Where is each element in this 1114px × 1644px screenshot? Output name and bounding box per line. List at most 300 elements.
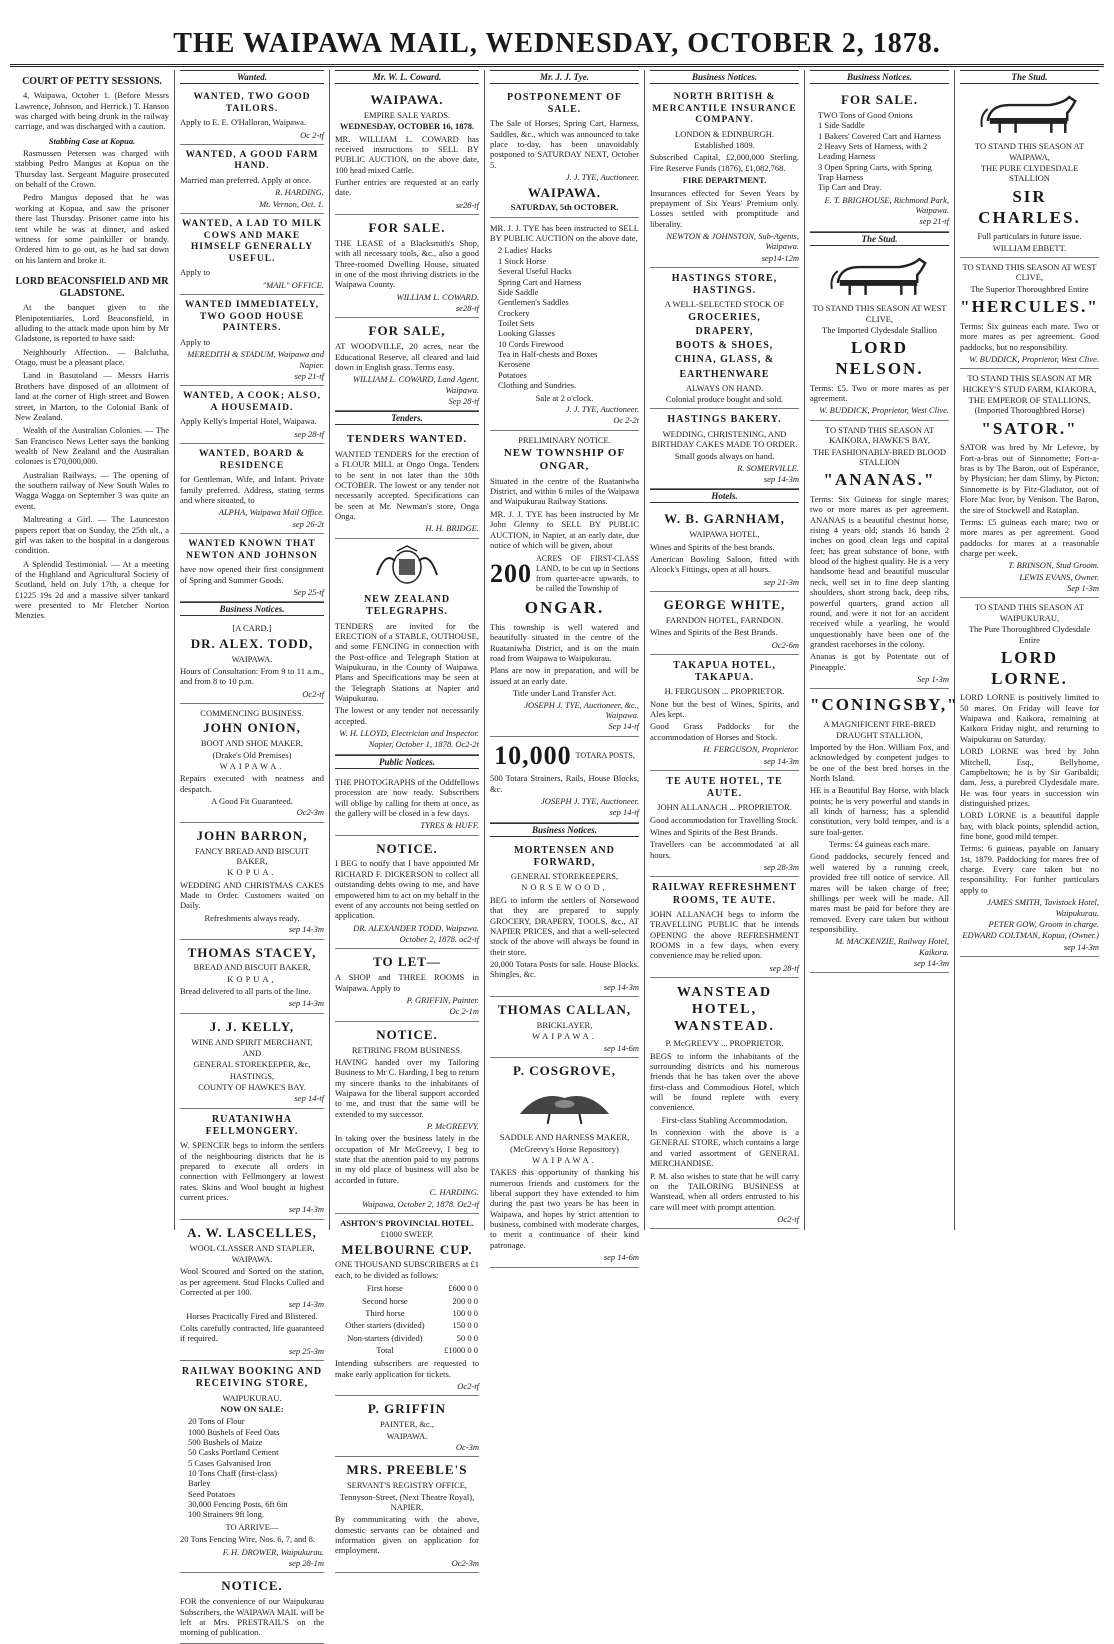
ruataniwha-text: W. SPENCER begs to inform the settlers of the neighbouring districts that he is prepared to execute all orders in connection with Fellmongery at lowest rates. Skins and Wool bought at highest current prices. xyxy=(180,1140,324,1202)
lascelles-horses: Horses Practically Fired and Blistered. xyxy=(186,1310,318,1321)
teaute-title: TE AUTE HOTEL, TE AUTE. xyxy=(666,775,783,800)
list-item: Kerosene xyxy=(498,359,531,370)
railway-store-ad xyxy=(180,1361,324,1573)
wanstead-text4: P. M. also wishes to state that he will carry on the TAILORING BUSINESS at Wanstead, when all orders entrusted to his care will meet with prompt attention. xyxy=(650,1170,799,1212)
ananas-text2: Ananas is got by Potentate out of Pineapple. xyxy=(810,651,949,672)
cosgrove-trade: SADDLE AND HARNESS MAKER, xyxy=(499,1132,630,1143)
tolet-text: A SHOP and THREE ROOMS in Waipawa. Apply to xyxy=(335,972,479,993)
postponement-place: WAIPAWA. xyxy=(527,184,602,200)
tye-items xyxy=(498,245,639,390)
todd-name: DR. ALEX. TODD, xyxy=(190,635,314,651)
totara-headline xyxy=(490,740,639,772)
railway-sig: F. H. DROWER, Waipukurau. xyxy=(222,1546,324,1557)
masthead xyxy=(10,14,1104,67)
ad-ref: sep 26-2t xyxy=(292,518,324,529)
lascelles-trade: WOOL CLASSER AND STAPLER, xyxy=(189,1242,315,1253)
stacey-place: KOPUA, xyxy=(227,973,277,984)
barron-text: WEDDING AND CHRISTMAS CAKES Made to Order. Customers waited on Daily. xyxy=(180,879,324,911)
sircharles-ttl: TO STAND THIS SEASON AT WAIPAWA, xyxy=(974,141,1085,162)
list-item: 1000 Bushels of Feed Oats xyxy=(188,1426,280,1437)
onion-name: JOHN ONION, xyxy=(203,720,301,736)
list-item: 100 Strainers 9ft long. xyxy=(188,1509,265,1520)
kelly-trade2: GENERAL STOREKEEPER, &c, xyxy=(193,1059,311,1070)
list-item: Tip Cart and Dray. xyxy=(818,182,882,193)
ad-ref: Oc 2-1m xyxy=(449,1006,479,1017)
stacey-name: THOMAS STACEY, xyxy=(187,944,317,960)
railway-items xyxy=(188,1416,324,1520)
wanstead-text2: First-class Stabling Accommodation. xyxy=(661,1114,788,1125)
retiring-ad xyxy=(335,1022,479,1214)
lorne-text: LORD LORNE is positively limited to 50 mares. On Friday will leave for Waipawa and Kaikora, remaining at Kaikora Friday night, and returning to Waipukurau on Saturday. xyxy=(960,692,1099,744)
column-wanted xyxy=(175,70,330,1638)
wanted-ad xyxy=(180,214,324,295)
mortensen-place: NORSEWOOD, xyxy=(521,882,608,893)
griffin-trade: PAINTER, &c., xyxy=(380,1419,434,1430)
postponement-text: The Sale of Horses, Spring Cart, Harness, Saddles, &c., which was announced to take place to-day, has been unavoidably postponed to SATURDAY NEXT, October 5. xyxy=(490,118,639,170)
hercules-text: Terms: Six guineas each mare. Two or more mares as per agreement. Good paddocks, but no responsibility. xyxy=(960,320,1099,352)
totara-sig: JOSEPH J. TYE, Auctioneer. xyxy=(540,796,639,807)
ad-ref: Oc 2-2t xyxy=(613,415,639,426)
stacey-ad xyxy=(180,940,324,1014)
onion-text: Repairs executed with neatness and despatch. xyxy=(180,773,324,794)
wanted-text: for Gentleman, Wife, and Infant. Private family preferred. Address, stating terms and where situated, to xyxy=(180,474,324,506)
totara-side: TOTARA POSTS, xyxy=(575,750,635,760)
onion-trade: BOOT AND SHOE MAKER, xyxy=(200,738,304,749)
wanted-text: Apply to E. E. O'Halloran, Waipawa. xyxy=(180,117,307,128)
ongar-name: ONGAR. xyxy=(524,598,605,618)
barron-ad xyxy=(180,823,324,940)
telegraphs-text: TENDERS are invited for the ERECTION of a STABLE, OUTHOUSE, and some FENCING in connection with the Post-office and Telegraph Station at Waipukurau, in the County of Waipawa. Plans and Specifications may be seen at the Telegraph Stations at Napier and Waipukurau. xyxy=(335,620,479,704)
lorne-text2: LORD LORNE was bred by John Mitchell, Esq., Bellyhome, Campbeltown; he is by Sir Garibaldi; dam, Jess, a purebred Clydesdale mare. He was four years in succession win distinguished prizes. xyxy=(960,746,1099,808)
wanted-list xyxy=(180,87,324,602)
table-cell: £600 0 0 xyxy=(448,1283,478,1294)
table-cell: 100 0 0 xyxy=(452,1307,478,1318)
preeble-ad xyxy=(335,1457,479,1573)
lorne-sig: JAMES SMITH, Tavistock Hotel, Waipukurau. xyxy=(987,897,1099,918)
lascelles-text: Wool Scoured and Sorted on the station, as per agreement. Stud Flocks Culled and Corrected at per 100. xyxy=(180,1266,324,1297)
coningsby-name: "CONINGSBY," xyxy=(810,695,959,715)
callan-trade: BRICKLAYER, xyxy=(536,1019,593,1030)
hastings-title: HASTINGS STORE, HASTINGS. xyxy=(671,273,778,297)
north-british-title: NORTH BRITISH & MERCANTILE INSURANCE COMPANY. xyxy=(652,92,797,126)
tolet-title: TO LET— xyxy=(373,954,441,970)
cosgrove-sub: (McGreevy's Horse Repository) xyxy=(510,1143,619,1154)
sir-charles-ad xyxy=(960,87,1099,258)
lorne-sub: The Pure Thoroughbred Clydesdale Entire xyxy=(968,624,1091,645)
ongar-text3: This township is well watered and beautifully situated in the centre of the Ruataniwha District, and is on the main road from Waipawa to Waipukurau. xyxy=(490,622,639,664)
teaute-ad xyxy=(650,771,799,878)
coningsby-terms: Terms: £4 guineas each mare. xyxy=(828,839,931,850)
table-cell: First horse xyxy=(366,1283,403,1294)
list-item: Toilet Sets xyxy=(498,317,535,328)
ad-ref: sep 14-3m xyxy=(288,998,324,1009)
retiring-title: NOTICE. xyxy=(376,1026,438,1042)
bakery-title: HASTINGS BAKERY. xyxy=(667,414,782,426)
ad-ref: sep 21-3m xyxy=(763,576,799,587)
ad-ref: sep 14-3m xyxy=(763,755,799,766)
hastings-bakery-ad xyxy=(650,409,799,489)
todd-text: Hours of Consultation: From 9 to 11 a.m., and from 8 to 10 p.m. xyxy=(180,665,324,687)
list-item: Crockery xyxy=(498,307,530,318)
sale-text: AT WOODVILLE, 20 acres, near the Educational Reserve, all cleared and laid down in English grass. Terms easy. xyxy=(335,341,479,373)
stacey-trade: BREAD AND BISCUIT BAKER, xyxy=(193,962,311,973)
railway-title: RAILWAY BOOKING AND RECEIVING STORE, xyxy=(181,1366,323,1390)
sweep-text: ONE THOUSAND SUBSCRIBERS at £1 each, to be divided as follows: xyxy=(335,1259,479,1280)
hercules-sub: The Superior Thoroughbred Entire xyxy=(970,283,1089,294)
wanted-sig: "MAIL" OFFICE. xyxy=(262,279,324,290)
lorne-terms: Terms: 6 guineas, payable on January 1st, 1879. Paddocking for mares free of charge. Every care taken but no responsibility. For further particulars apply to xyxy=(960,843,1099,895)
ongar-numtxt: ACRES OF FIRST-CLASS LAND, to be cut up in Sections from quarter-acre upwards, to be called the Township of xyxy=(536,554,639,593)
garnham-ad xyxy=(650,506,799,592)
onion-place: WAIPAWA. xyxy=(219,760,285,771)
griffin-ad xyxy=(335,1396,479,1457)
lord-para: A Splendid Testimonial. — At a meeting of the Highland and Agricultural Society of Scotland, held on July 17th, a cheque for £1225 19s 2d and a massive silver tankard were presented to Mr Fletcher Norton Menzies. xyxy=(15,558,169,621)
ad-ref: sep 14-3m xyxy=(763,474,799,485)
ongar-text2: MR. J. J. TYE has been instructed by Mr John Glenny to SELL BY PUBLIC AUCTION, in Napier, at an early date, due notice of which will be given, about xyxy=(490,508,639,550)
column-coward xyxy=(330,70,485,1568)
wanted-title: WANTED KNOWN THAT NEWTON AND JOHNSON xyxy=(186,539,318,561)
lorne-ttl: TO STAND THIS SEASON AT WAIPUKURAU, xyxy=(974,602,1085,623)
court-para: 4, Waipawa, October 1. (Before Messrs Lawrence, Johnson, and Herrick.) T. Hanson was charged with being drunk in the railway carriage, and was discharged with a caution. xyxy=(15,90,169,132)
ad-ref: sep14-12m xyxy=(761,252,799,263)
wanted-ad xyxy=(180,295,324,386)
sale-sig: WILLIAM L. COWARD. xyxy=(396,291,479,302)
list-item: TWO Tons of Good Onions xyxy=(818,109,913,120)
list-item: Potatoes xyxy=(498,369,527,380)
list-item: 3 Open Spring Carts, with Spring Trap Harness xyxy=(818,161,932,183)
wanted-text: Apply to xyxy=(180,336,210,347)
railway-arrive-text: 20 Tons Fencing Wire, Nos. 6, 7, and 8. xyxy=(180,1534,315,1545)
tye-sale-sig: J. J. TYE, Auctioneer. xyxy=(565,403,639,414)
takapua-sig: H. FERGUSON, Proprietor. xyxy=(703,744,799,755)
ananas-text: Terms: Six Guineas for single mares; two or more mares as per agreement. ANANAS is a beautiful chestnut horse, rising 4 years old; stands 16 hands 2 inches on good clean legs and capital feet; has great substance of bone, with blood of the highest quality. He is a very handsome head and beautiful muscular neck, well set in to fine deep slanting shoulders, short strong back, deep ribs, powerful quarters, grand action all round, and were it not for an accident received while a yearling, he would unquestionably have been one of the grandest racehorses in the colony. xyxy=(810,493,949,649)
table-row xyxy=(335,1307,479,1319)
sale-text: THE LEASE of a Blacksmith's Shop, with all necessary tools, &c., also a good Three-roomed Dwelling House, situated in one of the most thriving districts in the Waipawa County. xyxy=(335,237,479,290)
sator-sig: T. BRINSON, Stud Groom. xyxy=(1008,560,1099,571)
north-british-sig: NEWTON & JOHNSTON, Sub-Agents, Waipawa. xyxy=(666,230,799,252)
tenders-ad xyxy=(335,428,479,538)
section-header: Business Notices. xyxy=(650,70,799,84)
barron-place: KOPUA. xyxy=(227,867,277,878)
notice-text: I BEG to notify that I have appointed Mr RICHARD F. DICKERSON to collect all outstanding debts owing to me, and have empowered him to act on my behalf in the event of any accounts not being settled on application. xyxy=(335,858,479,921)
ad-ref: se28-tf xyxy=(455,199,479,210)
coningsby-text2: HE is a Beautiful Bay Horse, with black points; he is very powerful and stands in all kinds of harness; has a splendid constitution, very bold temper, and is a sure foal-getter. xyxy=(810,785,949,837)
wanted-title: WANTED, TWO GOOD TAILORS. xyxy=(193,92,311,114)
ad-ref: Oc2-tf xyxy=(777,1213,799,1224)
wanted-title: WANTED, A COOK; ALSO, A HOUSEMAID. xyxy=(183,391,321,413)
court-para: Rasmussen Petersen was charged with stabbing Pedro Mangus at Kopua on the Thursday last. Sergeant Maguire prosecuted on behalf of the Crown. xyxy=(15,147,169,190)
postponement-title: POSTPONEMENT OF SALE. xyxy=(506,92,623,116)
table-cell: Third horse xyxy=(365,1307,405,1318)
wanted-text: Apply Kelly's Imperial Hotel, Waipawa. xyxy=(180,416,317,427)
tenders-text: WANTED TENDERS for the erection of a FLOUR MILL at Ongo Onga. Tenders to be sent in not later than the 10th OCTOBER. The lowest or any tender not necessarily accepted. Specifications can be seen at Mr. Newman's store, Onga Onga. xyxy=(335,448,479,522)
cosgrove-place: WAIPAWA. xyxy=(532,1154,597,1165)
wanstead-text3: In connexion with the above is a GENERAL STORE, which contains a large and varied assortment of GENERAL MERCHANDISE. xyxy=(650,1127,799,1169)
kelly-name: J. J. KELLY, xyxy=(209,1018,295,1034)
sator-sig2: LEWIS EVANS, Owner. xyxy=(1019,571,1099,582)
horse-icon xyxy=(810,255,949,297)
north-british-place: LONDON & EDINBURGH. xyxy=(675,128,774,139)
griffin-name: P. GRIFFIN xyxy=(367,1401,447,1417)
postponement-date: SATURDAY, 5th OCTOBER. xyxy=(510,202,619,213)
section-header: Mr. J. J. Tye. xyxy=(490,70,639,84)
onion-ad xyxy=(180,704,324,823)
notice-ad xyxy=(180,1573,324,1643)
table-row xyxy=(335,1295,479,1307)
ad-ref: Sep 28-tf xyxy=(448,396,479,407)
list-item: 5 Cases Galvanised Iron xyxy=(188,1457,271,1468)
lord-article xyxy=(15,270,169,626)
coningsby-text: Imported by the Hon. William Fox, and acknowledged by competent judges to be one of the best bred horses in the North Island. xyxy=(810,741,949,783)
table-cell: Total xyxy=(376,1344,394,1355)
ad-ref: sep 21-tf xyxy=(919,216,949,227)
section-header: Public Notices. xyxy=(335,755,479,769)
lascelles-colts: Colts carefully contracted, life guaranteed if required. xyxy=(180,1323,324,1344)
sweep-cup: MELBOURNE CUP. xyxy=(341,1241,473,1257)
hercules-ttl: TO STAND THIS SEASON AT WEST CLIVE, xyxy=(962,261,1097,283)
court-report xyxy=(15,70,169,270)
callan-place: WAIPAWA. xyxy=(532,1031,597,1042)
list-item: 30,000 Fencing Posts, 6ft 6in xyxy=(188,1499,288,1510)
sator-sub: THE EMPEROR OF STALLIONS, (Imported Thoroughbred Horse) xyxy=(968,394,1091,416)
list-item: Clothing and Sundries. xyxy=(498,380,577,391)
north-british-ad xyxy=(650,87,799,268)
telegraphs-ad xyxy=(335,539,479,755)
wanted-ad xyxy=(180,87,324,145)
wanstead-prop: P. McGREEVY ... PROPRIETOR. xyxy=(665,1038,784,1049)
postponement-ad xyxy=(490,87,639,218)
ad-ref: sep 14-6m xyxy=(603,1252,639,1263)
horse-icon xyxy=(960,93,1099,135)
court-para: Pedro Mangus deposed that he was working at Kopua, and saw the prisoner there last Thursday. Prisoner came into his tent while he was at dinner, and asked witness for some painkiller or brandy. Ordered him to go out, as he had sat down on his lantern and broke it. xyxy=(15,192,169,265)
ad-ref: sep 28-3m xyxy=(763,862,799,873)
lascelles-place: WAIPAWA. xyxy=(231,1253,273,1264)
north-british-text: Subscribed Capital, £2,000,000 Sterling. Fire Reserve Funds (1876), £1,082,768. xyxy=(650,152,799,173)
sweep-sub: £1000 SWEEP. xyxy=(380,1229,434,1240)
ad-ref: Oc-3m xyxy=(455,1442,479,1452)
wanted-title: WANTED, A LAD TO MILK COWS AND MAKE HIMSELF GENERALLY USEFUL. xyxy=(181,219,323,264)
ad-ref: sep 14-6m xyxy=(603,1042,639,1053)
sircharles-name: SIR CHARLES. xyxy=(978,186,1081,227)
section-header: Business Notices. xyxy=(180,602,324,616)
mortensen-ad xyxy=(490,840,639,997)
ad-ref: Mt. Vernon, Oct. 1. xyxy=(259,198,324,209)
ruataniwha-ad xyxy=(180,1109,324,1220)
barron-trade: FANCY BREAD AND BISCUIT BAKER, xyxy=(194,845,310,866)
sircharles-text: Full particulars in future issue. xyxy=(977,231,1082,242)
list-item: 2 Heavy Sets of Harness, with 2 Leading Harness xyxy=(818,140,928,162)
ad-ref: Oc2-tf xyxy=(302,688,324,699)
white-text: Wines and Spirits of the Best Brands. xyxy=(650,627,778,638)
lord-para: Land in Basutoland — Messrs Harris Brothers have disposed of an allotment of land at the corner of High street and Bowen street, in Marton, to the Colonial Bank of New Zealand. xyxy=(15,370,169,422)
list-item: Tea in Half-chests and Boxes xyxy=(498,349,598,360)
column-stud xyxy=(805,70,959,1230)
lord-para: Maltreating a Girl. — The Launceston papers report that on Sunday, the 25th ult., a girl was taken to the hospital in a dangerous condition. xyxy=(15,514,169,556)
mortensen-text: BEG to inform the settlers of Norsewood that they are prepared to supply GROCERY, DRAPERY, TOOLS, &c., AT NAPIER PRICES, and that a well-selected stock of the above will always be found in their store. xyxy=(490,894,639,957)
retiring-sig: P. McGREEVY. xyxy=(426,1121,479,1132)
court-heading: COURT OF PETTY SESSIONS. xyxy=(22,76,162,87)
wanted-ad xyxy=(180,145,324,214)
tolet-sig: P. GRIFFIN, Painter. xyxy=(406,994,479,1005)
notice-sig: DR. ALEXANDER TODD, Waipawa. xyxy=(353,922,479,933)
todd-card xyxy=(180,619,324,704)
wanted-title: WANTED, BOARD & RESIDENCE xyxy=(198,449,306,471)
bakery-foot: Small goods always on hand. xyxy=(674,451,775,462)
sator-text2: Terms: £5 guineas each mare; two or more mares as per agreement. Good paddocks for mares at a reasonable charge per week. xyxy=(960,516,1099,558)
forsale-sig: E. T. BRIGHOUSE, Richmond Park, Waipawa. xyxy=(824,194,949,216)
kelly-trade: WINE AND SPIRIT MERCHANT, xyxy=(191,1036,313,1047)
cosgrove-name: P. COSGROVE, xyxy=(513,1063,616,1079)
preeble-addr: Tennyson-Street, (Next Theatre Royal), NAPIER. xyxy=(339,1491,475,1512)
wanted-text: Married man preferred. Apply at once. xyxy=(180,175,311,186)
bakery-text: WEDDING, CHRISTENING, AND BIRTHDAY CAKES MADE TO ORDER. xyxy=(651,428,798,449)
garnham-place: WAIPAWA HOTEL, xyxy=(689,529,760,540)
sweep-text2: Intending subscribers are requested to make early application for tickets. xyxy=(335,1358,479,1379)
kelly-and: AND xyxy=(242,1048,262,1059)
barron-foot: Refreshments always ready. xyxy=(204,912,300,923)
card-label: [A CARD.] xyxy=(232,623,272,634)
list-item: Barley xyxy=(188,1478,211,1489)
tye-sale-foot: Sale at 2 o'clock. xyxy=(535,392,594,403)
telegraphs-text2: The lowest or any tender not necessarily accepted. xyxy=(335,705,479,726)
coningsby-sig: M. MACKENZIE, Railway Hotel, Kaikora. xyxy=(835,936,949,957)
oddfellows-sig: TYRES & HUFF. xyxy=(420,820,479,831)
ad-ref: Waipawa, October 2, 1878. Oc2-tf xyxy=(361,1198,479,1209)
nelson-ad xyxy=(810,249,949,421)
onion-sub: (Drake's Old Premises) xyxy=(212,749,292,760)
ad-ref: sep 14-3m xyxy=(603,981,639,992)
mortensen-foot: 20,000 Totara Posts for sale. House Blocks. Shingles, &c. xyxy=(490,959,639,980)
list-item: 10 Tons Chaff (first-class) xyxy=(188,1468,278,1479)
lorne-ad xyxy=(960,598,1099,957)
teaute-text: Good accommodation for Travelling Stock. xyxy=(650,814,799,825)
wanted-ad xyxy=(180,444,324,534)
ad-ref: Oc2-3m xyxy=(451,1557,479,1568)
sator-text: SATOR was bred by Mr Lefevre, by Fort-a-bras out of Sinnomette; Fort-a-bras is by The Baron, out of Espérance, by Physician; her dam Slimy, by Picton; Sinnomette is by Fitz-Gladiator, out of Flore Mac Ivor, by Venison. The Baron, the sire of Stockwell and Rataplan. xyxy=(960,442,1099,515)
ongar-foot: Title under Land Transfer Act. xyxy=(512,688,617,699)
table-cell: Second horse xyxy=(362,1295,408,1306)
hastings-items xyxy=(650,312,799,381)
totara-text: 500 Totara Strainers, Rails, House Blocks, &c. xyxy=(490,773,639,794)
coningsby-sub: A MAGNIFICENT FIRE-BRED DRAUGHT STALLION, xyxy=(823,719,936,740)
ongar-acres xyxy=(490,552,639,595)
list-item: BOOTS & SHOES, xyxy=(675,340,774,352)
garnham-text2: American Bowling Saloon, fitted with Alcock's Fittings, open at all hours. xyxy=(650,554,799,575)
section-header: The Stud. xyxy=(960,70,1099,84)
tye-sale-text: MR. J. J. TYE has been instructed to SELL BY PUBLIC AUCTION on the above date, xyxy=(490,222,639,244)
coningsby-text3: Good paddocks, securely fenced and well watered by a running creek, provided free till notice of service. All mares will be taken charge of free; shillings per week will be made. All mares must be paid for before they are removed. Every care taken but without responsibility. xyxy=(810,851,949,934)
list-item: Looking Glasses xyxy=(498,328,555,339)
table-row xyxy=(335,1282,479,1294)
hastings-text: A WELL-SELECTED STOCK OF xyxy=(664,299,785,310)
sator-ttl: TO STAND THIS SEASON AT MR HICKEY'S STUD FARM, KIAKORA, xyxy=(962,373,1097,394)
ad-ref: sep 25-3m xyxy=(288,1345,324,1356)
column-news xyxy=(10,70,175,1230)
hastings-foot2: Colonial produce bought and sold. xyxy=(665,394,784,405)
lord-para: At the banquet given to the Plenipotentiaries, Lord Beaconsfield, in alluding to the attack made upon him by Mr Gladstone, is reported to have said: xyxy=(15,302,169,344)
ad-ref: sep 28-tf xyxy=(769,962,799,973)
sale-title: EMPIRE SALE YARDS. xyxy=(363,109,451,120)
ad-ref: se28-tf xyxy=(455,303,479,314)
lord-para: Neighbourly Affection. — Balclutha, Otago, must be a pleasant place. xyxy=(15,346,169,368)
list-item: 1 Bakers' Covered Cart and Harness xyxy=(818,130,942,141)
barron-name: JOHN BARRON, xyxy=(196,827,308,843)
table-cell: 200 0 0 xyxy=(452,1295,478,1306)
lord-para: Australian Railways. — The opening of the southern railway of New South Wales to Wagga Wagga on September 3 was quite an event. xyxy=(15,469,169,511)
ongar-text4: Plans are now in preparation, and will be issued at an early date. xyxy=(490,665,639,686)
saddle-icon xyxy=(490,1084,639,1126)
nelson-text: Terms: £5. Two or more mares as per agreement. xyxy=(810,382,949,404)
lorne-sig3: EDWARD COLTMAN, Kopua, (Owner.) xyxy=(962,930,1099,941)
column-business xyxy=(645,70,805,1230)
refreshment-rooms-ad xyxy=(650,877,799,978)
ruataniwha-title: RUATANIWHA FELLMONGERY. xyxy=(205,1113,299,1137)
list-item: Seed Potatoes xyxy=(188,1488,236,1499)
column-stud-2 xyxy=(955,70,1104,1230)
railway-arrive: TO ARRIVE— xyxy=(225,1521,279,1532)
lorne-sig2: PETER GOW, Groom in charge. xyxy=(988,918,1099,929)
forsale-title: FOR SALE. xyxy=(841,92,918,107)
sale-text: MR. WILLIAM L. COWARD has received instructions to SELL BY PUBLIC AUCTION, on the above date, 100 head mixed Cattle. xyxy=(335,133,479,175)
wanted-sig: R. HARDING. xyxy=(275,187,324,198)
takapua-text2: Good Grass Paddocks for the accommodation of Horses and Stock. xyxy=(650,721,799,742)
teaute-text2: Wines and Spirits of the Best Brands. xyxy=(650,827,778,837)
ad-ref: sep 28-tf xyxy=(294,428,324,439)
list-item: Spring Cart and Harness xyxy=(498,276,582,287)
wanted-title: WANTED, A GOOD FARM HAND. xyxy=(185,149,319,172)
table-row xyxy=(335,1332,479,1344)
nelson-ttl: TO STAND THIS SEASON AT WEST CLIVE, xyxy=(812,303,947,324)
section-header: Wanted. xyxy=(180,70,324,84)
telegraphs-title: NEW ZEALAND TELEGRAPHS. xyxy=(363,594,451,618)
railway-place: WAIPUKURAU. xyxy=(222,1392,282,1403)
list-item: 50 Casks Portland Cement xyxy=(188,1447,279,1458)
ad-ref: sep 21-tf xyxy=(294,370,324,381)
white-ad xyxy=(650,592,799,655)
hastings-store-ad xyxy=(650,268,799,409)
sator-ad xyxy=(960,369,1099,598)
white-name: GEORGE WHITE, xyxy=(663,597,786,613)
sircharles-sub: THE PURE CLYDESDALE STALLION xyxy=(980,163,1079,184)
wanted-ad xyxy=(180,386,324,444)
north-british-text2: Insurances effected for Seven Years by prepayment of Six Years' Premium only. Losses settled with promptitude and liberality. xyxy=(650,187,799,229)
wanstead-text: BEGS to inform the inhabitants of the surrounding districts and his numerous friends that he has taken over the above first-class and Commodious Hotel, which will be found replete with every convenience. xyxy=(650,1050,799,1113)
callan-name: THOMAS CALLAN, xyxy=(497,1002,632,1018)
sale-foot: Further entries are requested at an early date. xyxy=(335,177,479,198)
list-item: 20 Tons of Flour xyxy=(188,1416,245,1427)
ad-ref: Napier, October 1, 1878. Oc2-2t xyxy=(368,739,479,750)
ad-ref: Oc 2-tf xyxy=(300,129,324,140)
oddfellows-ad xyxy=(335,772,479,836)
wanted-text: Apply to xyxy=(180,267,210,278)
lascelles-ad xyxy=(180,1220,324,1361)
list-item: 500 Bushels of Maize xyxy=(188,1436,263,1447)
lorne-text3: LORD LORNE is a beautiful dapple bay, with black points, splendid action, fine bone, good mild temper. xyxy=(960,810,1099,842)
callan-ad xyxy=(490,997,639,1058)
section-header: Mr. W. L. Coward. xyxy=(335,70,479,84)
cosgrove-ad xyxy=(490,1058,639,1268)
tenders-title: TENDERS WANTED. xyxy=(346,433,468,446)
mortensen-trade: GENERAL STOREKEEPERS, xyxy=(510,871,619,882)
table-cell: 150 0 0 xyxy=(452,1320,478,1331)
ad-ref: Sep 1-3m xyxy=(917,674,949,685)
preeble-name: MRS. PREEBLE'S xyxy=(346,1462,468,1478)
cosgrove-text: TAKES this opportunity of thanking his numerous friends and customers for the liberal support they have extended to him during the past two years he has been in Waipawa, and hopes by strict attention to business, combined with moderate charges, to merit a continuance of their kind patronage. xyxy=(490,1167,639,1250)
column-tye xyxy=(485,70,645,1263)
brighouse-sale-ad xyxy=(810,87,949,232)
wanted-sig: MEREDITH & STADUM, Waipawa and Napier. xyxy=(187,349,324,370)
takapua-prop: H. FERGUSON ... PROPRIETOR. xyxy=(664,686,785,697)
